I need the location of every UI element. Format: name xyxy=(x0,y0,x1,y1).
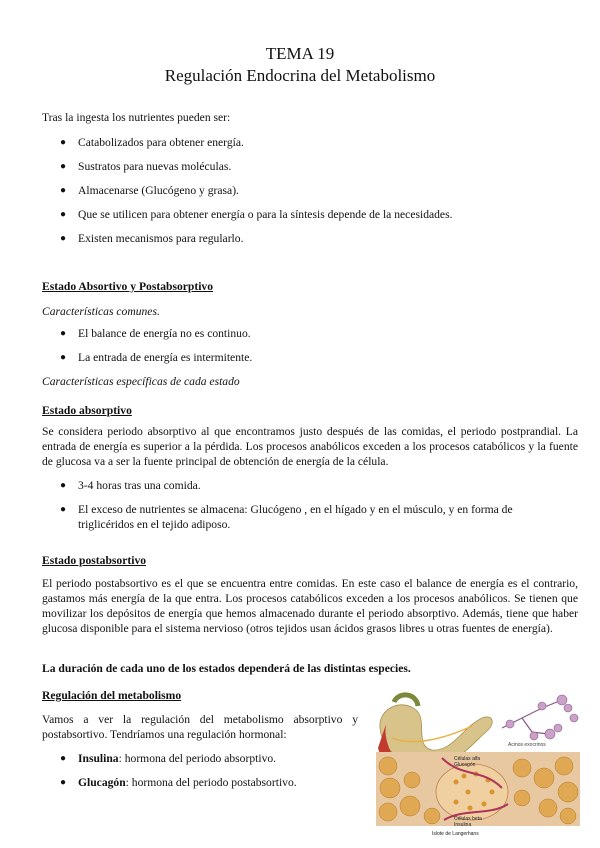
bullet-icon: ● xyxy=(60,137,67,148)
bullet-icon: ● xyxy=(60,209,67,220)
bullet-icon: ● xyxy=(60,328,67,339)
absorptive-body: Se considera periodo absorptivo al que encontramos justo después de las comidas, el periodo postprandial. La entrada de energía es superior a la pérdida. Los procesos anabólicos exceden a los procesos catabólicos y la fuente de glucosa va a ser la fuente principal de obtención de energía de la célula. xyxy=(42,425,578,468)
intro-text: Tras la ingesta los nutrientes pueden ser: xyxy=(42,111,231,124)
duration-note: La duración de cada uno de los estados dependerá de las distintas especies. xyxy=(42,662,411,675)
document-title: TEMA 19 xyxy=(265,44,335,63)
absorptive-heading: Estado absorptivo xyxy=(42,404,132,417)
figure-label-beta: Células beta xyxy=(454,816,482,822)
regulation-body: Vamos a ver la regulación del metabolismo absorptivo y postabsortivo. Tendríamos una regulación hormonal: xyxy=(42,713,358,741)
specific-label: Características específicas de cada estado xyxy=(42,375,240,388)
common-label: Características comunes. xyxy=(42,305,160,318)
pancreas-islet-figure xyxy=(372,688,584,838)
postabsorptive-body: El periodo postabsortivo es el que se encuentra entre comidas. En este caso el balance de energía es el contrario, gastamos más energía de la que entra. Los procesos catabólicos exceden a los procesos anabólicos. Se tienen que movilizar los depósitos de energía que hemos almacenado durante el periodo absorptivo. Además, tiene que haber glucosa disponible para el sistema nervioso (otros tejidos usan ácidos grasos libres u otras fuentes de energía). xyxy=(42,577,578,635)
bullet-icon: ● xyxy=(60,777,67,788)
bullet-icon: ● xyxy=(60,161,67,172)
bullet-icon: ● xyxy=(60,753,67,764)
tissue-section xyxy=(376,752,580,826)
bullet-icon: ● xyxy=(60,185,67,196)
postabsorptive-heading: Estado postabsortivo xyxy=(42,554,147,567)
figure-label-insulin: Insulina xyxy=(454,822,472,828)
document-subtitle: Regulación Endocrina del Metabolismo xyxy=(164,66,436,85)
section-heading: Estado Absortivo y Postabsorptivo xyxy=(42,280,214,293)
bullet-icon: ● xyxy=(60,480,67,491)
document-page: TEMA 19 Regulación Endocrina del Metabolismo Tras la ingesta los nutrientes pueden ser: ● Catabolizados para obtener energía. ● Sustratos para nuevas moléculas. ● Almacenarse (Glucógeno y grasa). ● Que se utilicen para obtener energía o para la síntesis depende de la necesidades. ● Existen mecanismos para regularlo. Estado Absortivo y Postabsorptivo Características comunes. ● El balance de energía no es continuo. ● La entrada de energía es intermitente. Características específicas de cada estado Estado absorptivo Se considera periodo absorptivo al que encontramos justo después de las comidas, el periodo postprandial. La entrada de energía es superior a la pérdida. Los procesos anabólicos exceden a los procesos catabólicos y la fuente de glucosa va a ser la fuente principal de obtención de energía de la célula. ● 3-4 horas tras una comida. ● El exceso de nutrientes se almacena: Glucógeno , en el hígado y en el músculo, y en forma de triglicéridos en el tejido adiposo. Estado postabsortivo El periodo postabsortivo es el que se encuentra entre comidas. En este caso el balance de energía es el contrario, gastamos más energía de la que entra. Los procesos catabólicos exceden a los procesos anabólicos. Se tienen que movilizar los depósitos de energía que hemos almacenado durante el periodo absorptivo. Además, tiene que haber glucosa disponible para el sistema nervioso (otros tejidos usan ácidos grasos libres u otras fuentes de energía). La duración de cada uno de los estados dependerá de las distintas especies. Regulación del metabolismo Vamos a ver la regulación del metabolismo absorptivo y postabsortivo. Tendríamos una regulación hormonal: ● Insulina: hormona del periodo absorptivo. ● Glucagón: hormona del periodo postabsortivo. Acinos exocrinos Células alfa Glucagón Células beta Insulina Islote de Langerhans xyxy=(0,0,600,848)
bullet-icon: ● xyxy=(60,352,67,363)
bullet-icon: ● xyxy=(60,233,67,244)
figure-label-islet: Islote de Langerhans xyxy=(432,831,479,837)
bullet-icon: ● xyxy=(60,504,67,515)
figure-label-glucagon: Glucagón xyxy=(454,762,476,768)
figure-label-acini: Acinos exocrinos xyxy=(508,742,546,748)
regulation-heading: Regulación del metabolismo xyxy=(42,689,182,702)
figure-label-alpha: Células alfa xyxy=(454,756,481,762)
